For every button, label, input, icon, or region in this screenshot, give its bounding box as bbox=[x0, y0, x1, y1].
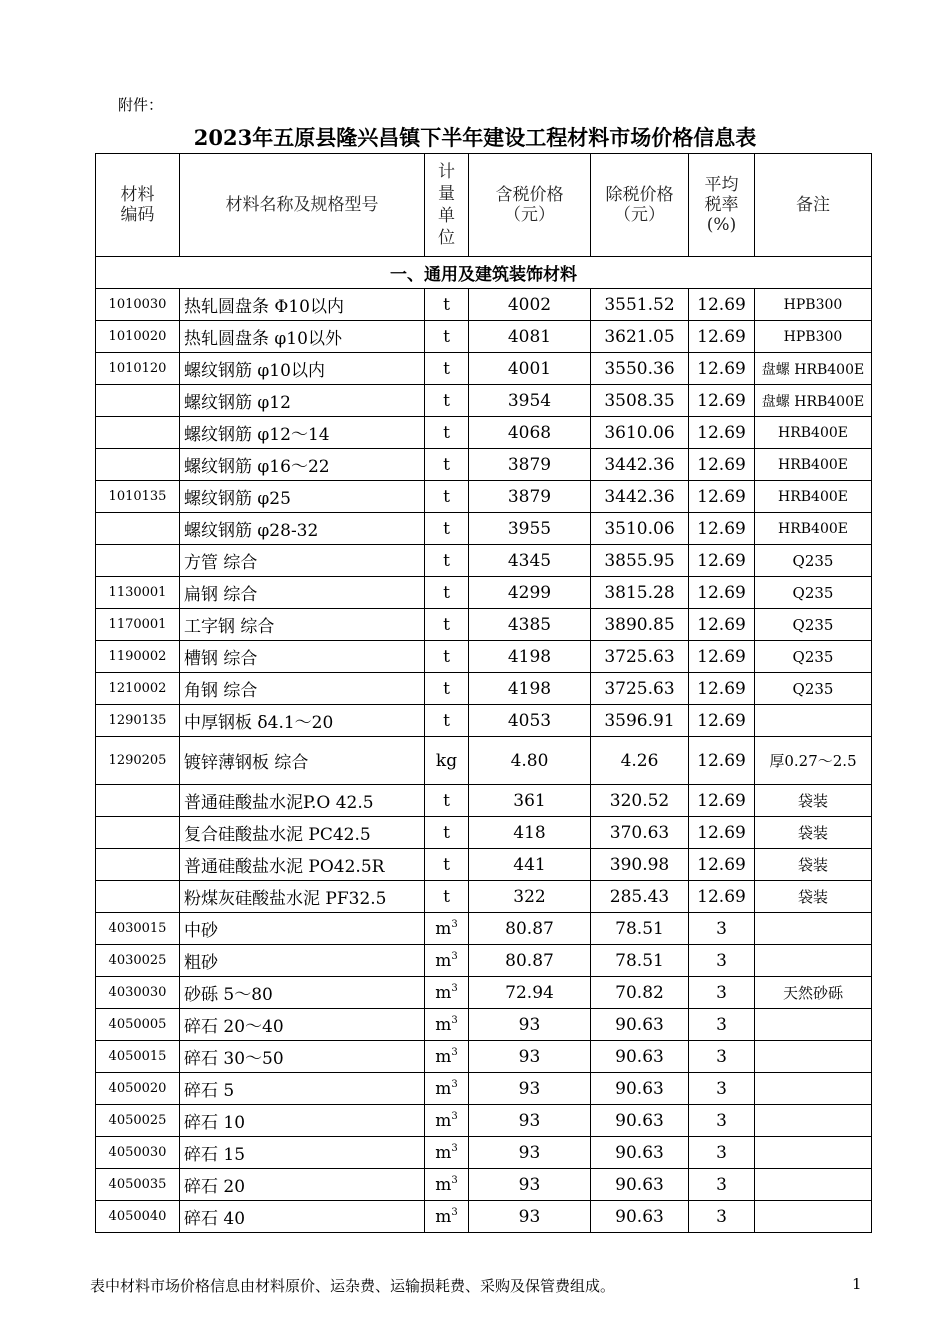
tax-rate: 12.69 bbox=[689, 353, 755, 385]
price-with-tax: 361 bbox=[469, 785, 591, 817]
price-with-tax: 3955 bbox=[469, 513, 591, 545]
table-row bbox=[96, 977, 872, 1009]
table-row bbox=[96, 577, 872, 609]
price-without-tax: 3596.91 bbox=[591, 705, 689, 737]
price-without-tax: 3442.36 bbox=[591, 481, 689, 513]
material-name: 复合硅酸盐水泥 PC42.5 bbox=[180, 817, 425, 849]
price-with-tax: 3954 bbox=[469, 385, 591, 417]
tax-rate: 12.69 bbox=[689, 737, 755, 785]
tax-rate: 3 bbox=[689, 945, 755, 977]
price-with-tax: 93 bbox=[469, 1041, 591, 1073]
price-with-tax: 72.94 bbox=[469, 977, 591, 1009]
unit: t bbox=[425, 577, 469, 609]
note bbox=[755, 945, 872, 977]
material-name: 螺纹钢筋 φ10以内 bbox=[180, 353, 425, 385]
note: HPB300 bbox=[755, 289, 872, 321]
price-without-tax: 3510.06 bbox=[591, 513, 689, 545]
price-without-tax: 3610.06 bbox=[591, 417, 689, 449]
unit-base: m bbox=[435, 950, 452, 971]
unit-superscript: 3 bbox=[451, 1046, 458, 1058]
tax-rate: 12.69 bbox=[689, 849, 755, 881]
price-without-tax: 90.63 bbox=[591, 1169, 689, 1201]
table-row bbox=[96, 945, 872, 977]
note: 盘螺 HRB400E bbox=[755, 353, 872, 385]
footer-note: 表中材料市场价格信息由材料原价、运杂费、运输损耗费、采购及保管费组成。 bbox=[90, 1277, 616, 1295]
unit-base: m bbox=[435, 1110, 452, 1131]
material-code: 4050040 bbox=[96, 1201, 180, 1233]
note: Q235 bbox=[755, 641, 872, 673]
table-row bbox=[96, 1009, 872, 1041]
material-code: 1010020 bbox=[96, 321, 180, 353]
price-with-tax: 93 bbox=[469, 1169, 591, 1201]
section-row bbox=[96, 257, 872, 289]
unit: t bbox=[425, 321, 469, 353]
table-row bbox=[96, 417, 872, 449]
price-without-tax: 3815.28 bbox=[591, 577, 689, 609]
price-without-tax: 70.82 bbox=[591, 977, 689, 1009]
table-row bbox=[96, 849, 872, 881]
material-name: 螺纹钢筋 φ12 bbox=[180, 385, 425, 417]
tax-rate: 3 bbox=[689, 913, 755, 945]
material-code: 4050015 bbox=[96, 1041, 180, 1073]
unit-superscript: 3 bbox=[451, 950, 458, 962]
material-code bbox=[96, 513, 180, 545]
price-without-tax: 78.51 bbox=[591, 913, 689, 945]
material-code: 1010135 bbox=[96, 481, 180, 513]
note bbox=[755, 1169, 872, 1201]
material-name: 工字钢 综合 bbox=[180, 609, 425, 641]
material-name: 粉煤灰硅酸盐水泥 PF32.5 bbox=[180, 881, 425, 913]
note bbox=[755, 1041, 872, 1073]
tax-rate: 12.69 bbox=[689, 881, 755, 913]
material-code bbox=[96, 817, 180, 849]
price-with-tax: 93 bbox=[469, 1137, 591, 1169]
note: 袋装 bbox=[755, 785, 872, 817]
material-code: 4030025 bbox=[96, 945, 180, 977]
unit: t bbox=[425, 785, 469, 817]
tax-rate: 3 bbox=[689, 1041, 755, 1073]
unit-superscript: 3 bbox=[451, 1078, 458, 1090]
unit bbox=[425, 1073, 469, 1105]
header-row bbox=[96, 154, 872, 257]
table-row bbox=[96, 609, 872, 641]
tax-rate: 12.69 bbox=[689, 817, 755, 849]
note: HRB400E bbox=[755, 513, 872, 545]
price-with-tax: 4001 bbox=[469, 353, 591, 385]
price-without-tax: 3890.85 bbox=[591, 609, 689, 641]
material-name: 螺纹钢筋 φ16～22 bbox=[180, 449, 425, 481]
price-with-tax: 4002 bbox=[469, 289, 591, 321]
price-with-tax: 93 bbox=[469, 1073, 591, 1105]
table-row bbox=[96, 513, 872, 545]
material-code bbox=[96, 881, 180, 913]
table-row bbox=[96, 353, 872, 385]
price-without-tax: 370.63 bbox=[591, 817, 689, 849]
material-name: 方管 综合 bbox=[180, 545, 425, 577]
price-without-tax: 90.63 bbox=[591, 1105, 689, 1137]
material-code bbox=[96, 417, 180, 449]
price-with-tax: 93 bbox=[469, 1201, 591, 1233]
header-code: 材料编码 bbox=[96, 154, 180, 257]
tax-rate: 12.69 bbox=[689, 545, 755, 577]
note bbox=[755, 705, 872, 737]
material-name: 中厚钢板 δ4.1～20 bbox=[180, 705, 425, 737]
price-without-tax: 4.26 bbox=[591, 737, 689, 785]
note: 袋装 bbox=[755, 849, 872, 881]
unit: t bbox=[425, 417, 469, 449]
note: HRB400E bbox=[755, 417, 872, 449]
unit: t bbox=[425, 641, 469, 673]
price-without-tax: 3725.63 bbox=[591, 673, 689, 705]
table-row bbox=[96, 673, 872, 705]
material-name: 普通硅酸盐水泥 PO42.5R bbox=[180, 849, 425, 881]
material-name: 碎石 20～40 bbox=[180, 1009, 425, 1041]
price-with-tax: 4.80 bbox=[469, 737, 591, 785]
unit-base: m bbox=[435, 1046, 452, 1067]
material-name: 碎石 10 bbox=[180, 1105, 425, 1137]
material-name: 碎石 40 bbox=[180, 1201, 425, 1233]
price-without-tax: 90.63 bbox=[591, 1041, 689, 1073]
price-without-tax: 90.63 bbox=[591, 1073, 689, 1105]
unit-base: m bbox=[435, 1142, 452, 1163]
price-with-tax: 4053 bbox=[469, 705, 591, 737]
note: 盘螺 HRB400E bbox=[755, 385, 872, 417]
table-row bbox=[96, 385, 872, 417]
material-code: 1210002 bbox=[96, 673, 180, 705]
tax-rate: 12.69 bbox=[689, 385, 755, 417]
material-name: 热轧圆盘条 φ10以外 bbox=[180, 321, 425, 353]
table-row bbox=[96, 1137, 872, 1169]
price-without-tax: 3855.95 bbox=[591, 545, 689, 577]
material-name: 螺纹钢筋 φ25 bbox=[180, 481, 425, 513]
note bbox=[755, 1201, 872, 1233]
tax-rate: 12.69 bbox=[689, 417, 755, 449]
unit: t bbox=[425, 385, 469, 417]
tax-rate: 12.69 bbox=[689, 641, 755, 673]
material-code: 4050020 bbox=[96, 1073, 180, 1105]
material-code: 4050035 bbox=[96, 1169, 180, 1201]
table-row bbox=[96, 545, 872, 577]
material-name: 碎石 15 bbox=[180, 1137, 425, 1169]
material-name: 槽钢 综合 bbox=[180, 641, 425, 673]
header-price-notax: 除税价格（元） bbox=[591, 154, 689, 257]
unit-base: m bbox=[435, 982, 452, 1003]
unit-base: m bbox=[435, 1206, 452, 1227]
unit-superscript: 3 bbox=[451, 1206, 458, 1218]
unit bbox=[425, 1105, 469, 1137]
material-code bbox=[96, 545, 180, 577]
material-code: 4030030 bbox=[96, 977, 180, 1009]
unit: t bbox=[425, 817, 469, 849]
unit bbox=[425, 1169, 469, 1201]
unit bbox=[425, 945, 469, 977]
header-price-tax: 含税价格（元） bbox=[469, 154, 591, 257]
tax-rate: 3 bbox=[689, 977, 755, 1009]
price-with-tax: 80.87 bbox=[469, 913, 591, 945]
table-row bbox=[96, 705, 872, 737]
material-name: 普通硅酸盐水泥P.O 42.5 bbox=[180, 785, 425, 817]
table-row bbox=[96, 1041, 872, 1073]
price-without-tax: 3551.52 bbox=[591, 289, 689, 321]
note bbox=[755, 913, 872, 945]
table-row bbox=[96, 1073, 872, 1105]
material-name: 砂砾 5～80 bbox=[180, 977, 425, 1009]
header-note: 备注 bbox=[755, 154, 872, 257]
unit: t bbox=[425, 609, 469, 641]
table-row bbox=[96, 785, 872, 817]
material-code: 4050005 bbox=[96, 1009, 180, 1041]
tax-rate: 3 bbox=[689, 1137, 755, 1169]
unit: t bbox=[425, 881, 469, 913]
price-without-tax: 3550.36 bbox=[591, 353, 689, 385]
price-with-tax: 4068 bbox=[469, 417, 591, 449]
note: 天然砂砾 bbox=[755, 977, 872, 1009]
material-code: 4050025 bbox=[96, 1105, 180, 1137]
material-name: 螺纹钢筋 φ12～14 bbox=[180, 417, 425, 449]
material-code: 4050030 bbox=[96, 1137, 180, 1169]
material-name: 镀锌薄钢板 综合 bbox=[180, 737, 425, 785]
unit bbox=[425, 977, 469, 1009]
tax-rate: 3 bbox=[689, 1169, 755, 1201]
unit-superscript: 3 bbox=[451, 918, 458, 930]
material-name: 角钢 综合 bbox=[180, 673, 425, 705]
tax-rate: 3 bbox=[689, 1073, 755, 1105]
unit bbox=[425, 913, 469, 945]
price-without-tax: 90.63 bbox=[591, 1137, 689, 1169]
material-name: 粗砂 bbox=[180, 945, 425, 977]
material-code bbox=[96, 785, 180, 817]
section-title: 一、通用及建筑装饰材料 bbox=[96, 257, 872, 289]
price-with-tax: 4198 bbox=[469, 673, 591, 705]
price-without-tax: 285.43 bbox=[591, 881, 689, 913]
price-with-tax: 4081 bbox=[469, 321, 591, 353]
note: 袋装 bbox=[755, 817, 872, 849]
price-without-tax: 390.98 bbox=[591, 849, 689, 881]
table-row bbox=[96, 449, 872, 481]
price-without-tax: 320.52 bbox=[591, 785, 689, 817]
price-with-tax: 3879 bbox=[469, 481, 591, 513]
unit: t bbox=[425, 513, 469, 545]
material-name: 碎石 30～50 bbox=[180, 1041, 425, 1073]
price-without-tax: 3621.05 bbox=[591, 321, 689, 353]
table-row bbox=[96, 913, 872, 945]
material-code: 1290205 bbox=[96, 737, 180, 785]
header-tax-rate: 平均税率(%) bbox=[689, 154, 755, 257]
table-row bbox=[96, 289, 872, 321]
unit-base: m bbox=[435, 918, 452, 939]
tax-rate: 12.69 bbox=[689, 577, 755, 609]
tax-rate: 12.69 bbox=[689, 289, 755, 321]
unit-superscript: 3 bbox=[451, 982, 458, 994]
unit: kg bbox=[425, 737, 469, 785]
price-with-tax: 93 bbox=[469, 1009, 591, 1041]
unit-superscript: 3 bbox=[451, 1142, 458, 1154]
material-code: 1170001 bbox=[96, 609, 180, 641]
price-with-tax: 322 bbox=[469, 881, 591, 913]
tax-rate: 12.69 bbox=[689, 513, 755, 545]
unit: t bbox=[425, 449, 469, 481]
tax-rate: 3 bbox=[689, 1105, 755, 1137]
price-with-tax: 441 bbox=[469, 849, 591, 881]
price-with-tax: 93 bbox=[469, 1105, 591, 1137]
note bbox=[755, 1073, 872, 1105]
note: HRB400E bbox=[755, 481, 872, 513]
note: 厚0.27～2.5 bbox=[755, 737, 872, 785]
material-code: 1010120 bbox=[96, 353, 180, 385]
table-row bbox=[96, 321, 872, 353]
material-name: 热轧圆盘条 Φ10以内 bbox=[180, 289, 425, 321]
unit bbox=[425, 1201, 469, 1233]
note: Q235 bbox=[755, 577, 872, 609]
note bbox=[755, 1009, 872, 1041]
tax-rate: 12.69 bbox=[689, 449, 755, 481]
price-without-tax: 78.51 bbox=[591, 945, 689, 977]
price-with-tax: 3879 bbox=[469, 449, 591, 481]
material-code bbox=[96, 385, 180, 417]
table-row bbox=[96, 1169, 872, 1201]
unit: t bbox=[425, 289, 469, 321]
material-code bbox=[96, 449, 180, 481]
note: Q235 bbox=[755, 545, 872, 577]
note: Q235 bbox=[755, 609, 872, 641]
note: Q235 bbox=[755, 673, 872, 705]
unit: t bbox=[425, 481, 469, 513]
tax-rate: 3 bbox=[689, 1201, 755, 1233]
unit bbox=[425, 1137, 469, 1169]
unit-base: m bbox=[435, 1078, 452, 1099]
header-unit: 计量单位 bbox=[425, 154, 469, 257]
price-with-tax: 4198 bbox=[469, 641, 591, 673]
unit: t bbox=[425, 705, 469, 737]
table-row bbox=[96, 641, 872, 673]
material-code: 1290135 bbox=[96, 705, 180, 737]
page-title: 2023年五原县隆兴昌镇下半年建设工程材料市场价格信息表 bbox=[193, 125, 757, 150]
price-without-tax: 90.63 bbox=[591, 1009, 689, 1041]
note: HPB300 bbox=[755, 321, 872, 353]
tax-rate: 12.69 bbox=[689, 673, 755, 705]
price-table bbox=[95, 153, 872, 1233]
unit-base: m bbox=[435, 1174, 452, 1195]
material-name: 扁钢 综合 bbox=[180, 577, 425, 609]
price-without-tax: 3508.35 bbox=[591, 385, 689, 417]
table-row bbox=[96, 737, 872, 785]
table-row bbox=[96, 1105, 872, 1137]
table-row bbox=[96, 1201, 872, 1233]
tax-rate: 3 bbox=[689, 1009, 755, 1041]
note: HRB400E bbox=[755, 449, 872, 481]
unit-base: m bbox=[435, 1014, 452, 1035]
price-with-tax: 4345 bbox=[469, 545, 591, 577]
material-code: 1010030 bbox=[96, 289, 180, 321]
material-name: 中砂 bbox=[180, 913, 425, 945]
material-name: 碎石 20 bbox=[180, 1169, 425, 1201]
unit: t bbox=[425, 849, 469, 881]
unit-superscript: 3 bbox=[451, 1174, 458, 1186]
price-without-tax: 3725.63 bbox=[591, 641, 689, 673]
price-with-tax: 4299 bbox=[469, 577, 591, 609]
tax-rate: 12.69 bbox=[689, 609, 755, 641]
unit: t bbox=[425, 353, 469, 385]
note bbox=[755, 1137, 872, 1169]
price-without-tax: 90.63 bbox=[591, 1201, 689, 1233]
table-row bbox=[96, 481, 872, 513]
material-code: 1190002 bbox=[96, 641, 180, 673]
unit: t bbox=[425, 545, 469, 577]
note: 袋装 bbox=[755, 881, 872, 913]
material-code: 4030015 bbox=[96, 913, 180, 945]
tax-rate: 12.69 bbox=[689, 321, 755, 353]
page-number: 1 bbox=[852, 1275, 862, 1293]
material-code: 1130001 bbox=[96, 577, 180, 609]
tax-rate: 12.69 bbox=[689, 705, 755, 737]
table-row bbox=[96, 881, 872, 913]
unit bbox=[425, 1041, 469, 1073]
material-name: 螺纹钢筋 φ28-32 bbox=[180, 513, 425, 545]
header-name: 材料名称及规格型号 bbox=[180, 154, 425, 257]
tax-rate: 12.69 bbox=[689, 481, 755, 513]
price-with-tax: 418 bbox=[469, 817, 591, 849]
table-row bbox=[96, 817, 872, 849]
attachment-label: 附件： bbox=[118, 96, 164, 114]
unit-superscript: 3 bbox=[451, 1014, 458, 1026]
material-code bbox=[96, 849, 180, 881]
unit bbox=[425, 1009, 469, 1041]
unit: t bbox=[425, 673, 469, 705]
material-name: 碎石 5 bbox=[180, 1073, 425, 1105]
price-with-tax: 4385 bbox=[469, 609, 591, 641]
unit-superscript: 3 bbox=[451, 1110, 458, 1122]
price-with-tax: 80.87 bbox=[469, 945, 591, 977]
note bbox=[755, 1105, 872, 1137]
tax-rate: 12.69 bbox=[689, 785, 755, 817]
price-without-tax: 3442.36 bbox=[591, 449, 689, 481]
